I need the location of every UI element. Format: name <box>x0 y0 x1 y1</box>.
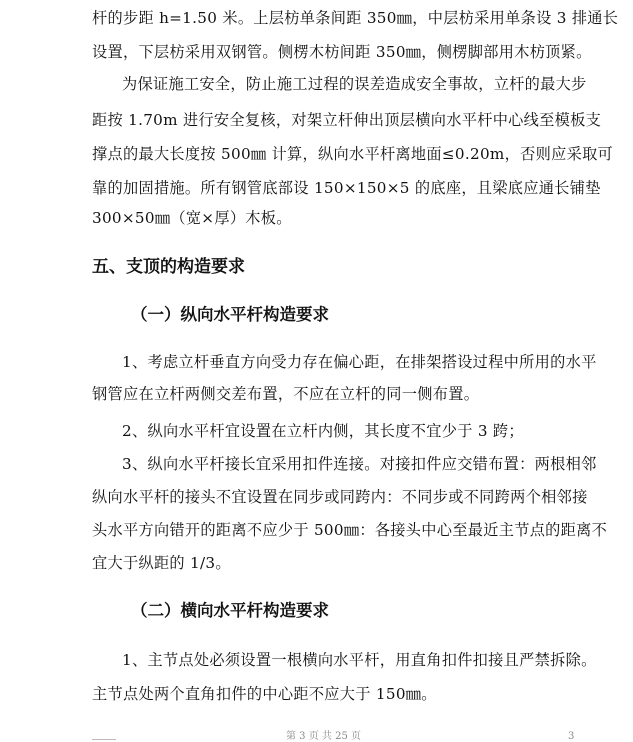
subsection-heading: （一）纵向水平杆构造要求 <box>131 305 329 324</box>
paragraph-line: 靠的加固措施。所有钢管底部设 150×150×5 的底座，且梁底应通长铺垫 <box>92 179 601 197</box>
page-footer <box>0 731 633 742</box>
paragraph-line: 3、纵向水平杆接长宜采用扣件连接。对接扣件应交错布置：两根相邻 <box>122 455 597 473</box>
paragraph-line: 撑点的最大长度按 500㎜ 计算，纵向水平杆离地面≤0.20m，否则应采取可 <box>92 145 614 163</box>
paragraph-line: 设置，下层枋采用双钢管。侧楞木枋间距 350㎜，侧楞脚部用木枋顶紧。 <box>92 43 592 61</box>
paragraph-line: 300×50㎜（宽×厚）木板。 <box>92 209 292 227</box>
section-heading: 五、支顶的构造要求 <box>92 257 245 277</box>
paragraph-line: 1、考虑立杆垂直方向受力存在偏心距，在排架搭设过程中所用的水平 <box>122 353 597 371</box>
paragraph-line: 杆的步距 h=1.50 米。上层枋单条间距 350㎜，中层枋采用单条设 3 排通长 <box>92 9 619 27</box>
paragraph-line: 1、主节点处必须设置一根横向水平杆，用直角扣件扣接且严禁拆除。 <box>122 651 597 669</box>
paragraph-line: 头水平方向错开的距离不应少于 500㎜：各接头中心至最近主节点的距离不 <box>92 521 608 539</box>
paragraph-line: 为保证施工安全，防止施工过程的误差造成安全事故，立杆的最大步 <box>122 75 587 93</box>
page-number: 3 <box>568 731 575 742</box>
paragraph-line: 纵向水平杆的接头不宜设置在同步或同跨内：不同步或不同跨两个相邻接 <box>92 488 588 506</box>
paragraph-line: 主节点处两个直角扣件的中心距不应大于 150㎜。 <box>92 685 437 703</box>
paragraph-line: 钢管应在立杆两侧交差布置，不应在立杆的同一侧布置。 <box>92 385 480 403</box>
page-info: 第 3 页 共 25 页 <box>286 731 361 742</box>
subsection-heading: （二）横向水平杆构造要求 <box>131 601 329 620</box>
paragraph-line: 2、纵向水平杆宜设置在立杆内侧，其长度不宜少于 3 跨； <box>122 422 524 440</box>
paragraph-line: 距按 1.70m 进行安全复核，对架立杆伸出顶层横向水平杆中心线至模板支 <box>92 111 602 129</box>
paragraph-line: 宜大于纵距的 1/3。 <box>92 554 231 572</box>
